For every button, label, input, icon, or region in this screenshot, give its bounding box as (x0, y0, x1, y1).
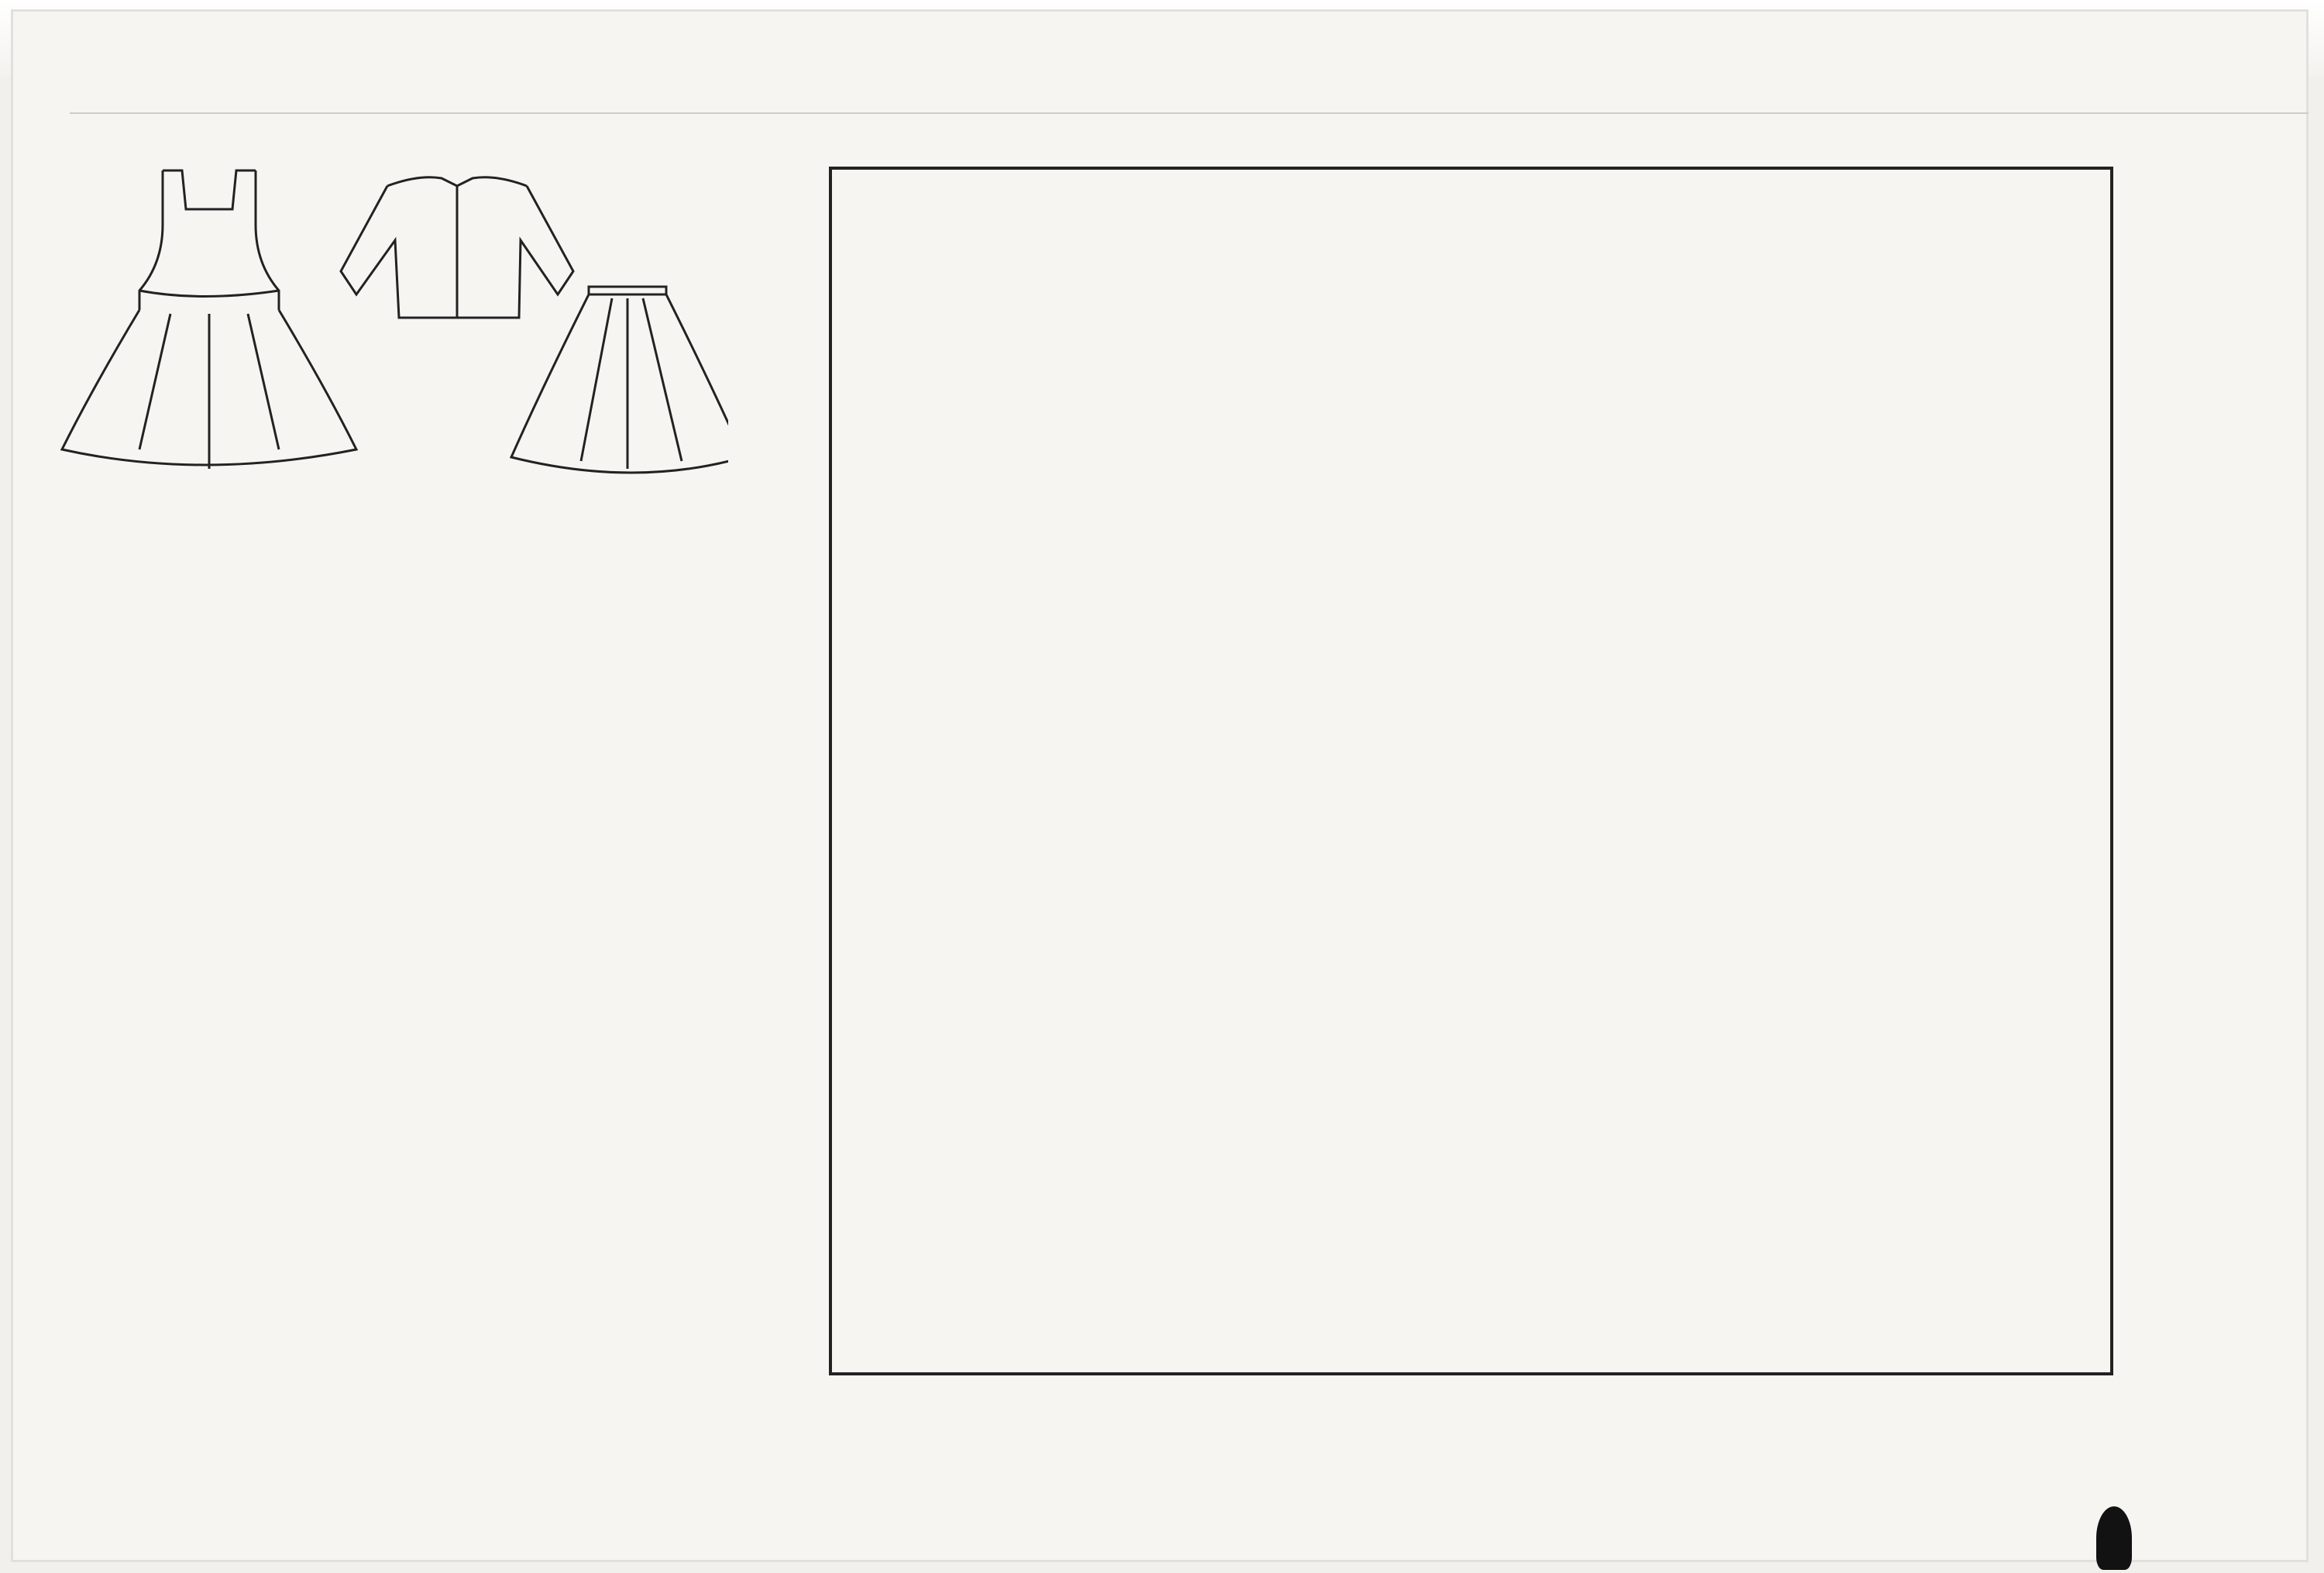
blouse-illustration (341, 177, 573, 318)
garment-illustrations (46, 155, 728, 488)
fold-line (70, 112, 2309, 114)
yardage-table-box (829, 167, 2113, 1375)
ink-mark (2096, 1506, 2132, 1570)
jumper-illustration (62, 170, 356, 469)
skirt-illustration (511, 287, 728, 473)
